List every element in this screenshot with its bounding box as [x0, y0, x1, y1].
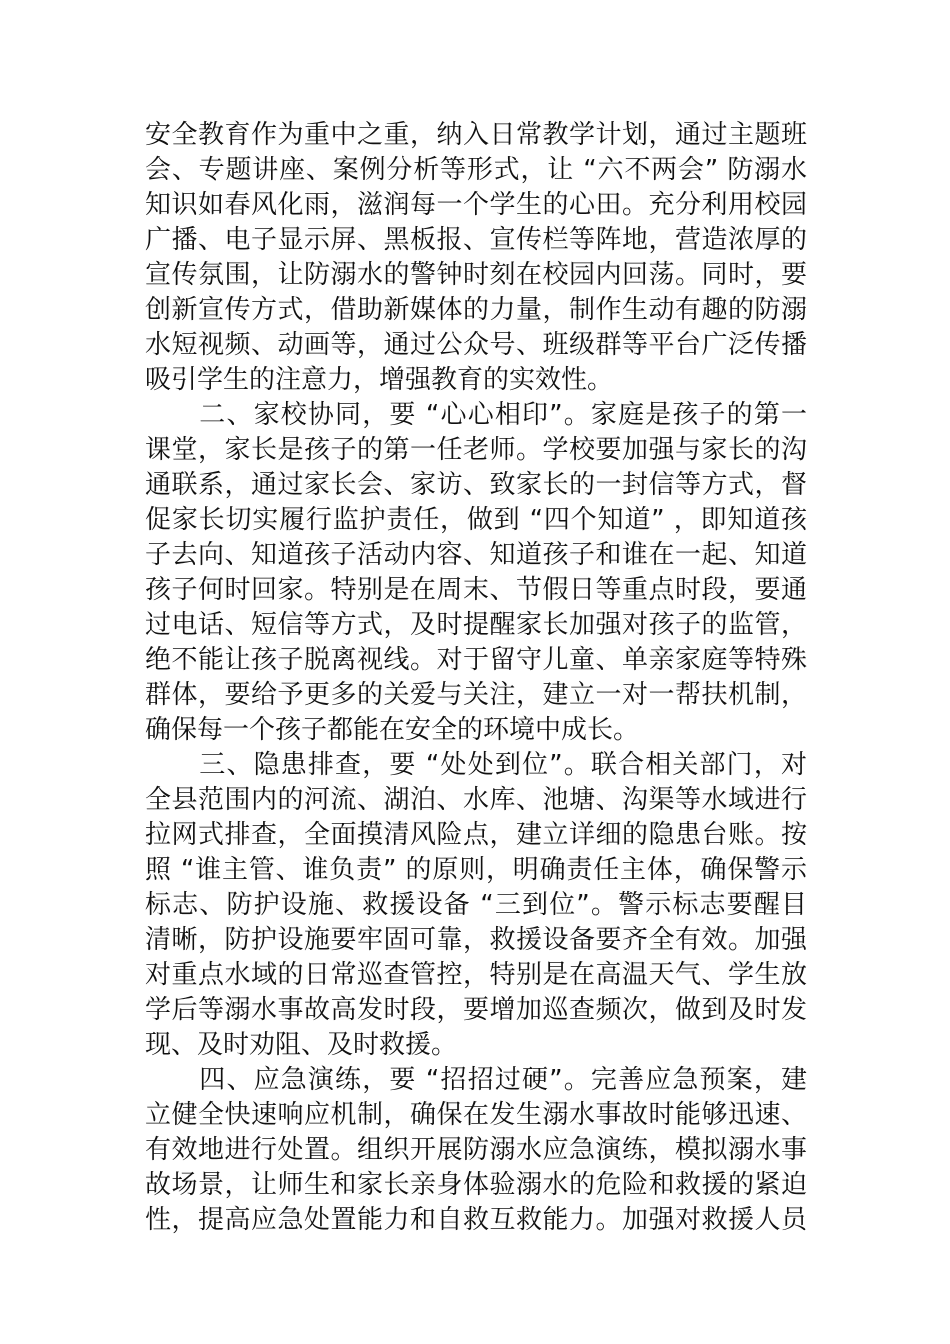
- text-line: 故场景，让师生和家长亲身体验溺水的危险和救援的紧迫: [145, 1170, 807, 1200]
- text-line: 对重点水域的日常巡查管控，特别是在高温天气、学生放: [145, 960, 807, 990]
- text-line: 会、专题讲座、案例分析等形式，让 “六不两会” 防溺水: [145, 155, 807, 185]
- text-line: 全县范围内的河流、湖泊、水库、池塘、沟渠等水域进行: [145, 785, 807, 815]
- text-line: 拉网式排查，全面摸清风险点，建立详细的隐患台账。按: [145, 820, 807, 850]
- section-heading-line: 四、应急演练，要 “招招过硬”。完善应急预案，建: [145, 1065, 807, 1095]
- text-line: 过电话、短信等方式，及时提醒家长加强对孩子的监管，: [145, 610, 807, 640]
- text-line: 性，提高应急处置能力和自救互救能力。加强对救援人员: [145, 1205, 807, 1235]
- paragraph-end-line: 确保每一个孩子都能在安全的环境中成长。: [145, 715, 640, 745]
- text-line: 促家长切实履行监护责任，做到 “四个知道” ，即知道孩: [145, 505, 807, 535]
- text-line: 绝不能让孩子脱离视线。对于留守儿童、单亲家庭等特殊: [145, 645, 807, 675]
- text-line: 照 “谁主管、谁负责” 的原则，明确责任主体，确保警示: [145, 855, 807, 885]
- text-line: 标志、防护设施、救援设备 “三到位”。警示标志要醒目: [145, 890, 807, 920]
- text-line: 立健全快速响应机制，确保在发生溺水事故时能够迅速、: [145, 1100, 807, 1130]
- paragraph-end-line: 现、及时劝阻、及时救援。: [145, 1030, 458, 1060]
- text-line: 子去向、知道孩子活动内容、知道孩子和谁在一起、知道: [145, 540, 807, 570]
- text-line: 安全教育作为重中之重，纳入日常教学计划，通过主题班: [145, 120, 807, 150]
- paragraph-end-line: 吸引学生的注意力，增强教育的实效性。: [145, 365, 614, 395]
- text-line: 通联系，通过家长会、家访、致家长的一封信等方式，督: [145, 470, 807, 500]
- text-line: 水短视频、动画等，通过公众号、班级群等平台广泛传播: [145, 330, 807, 360]
- text-line: 孩子何时回家。特别是在周末、节假日等重点时段，要通: [145, 575, 807, 605]
- section-heading-line: 二、家校协同，要 “心心相印”。家庭是孩子的第一: [145, 400, 807, 430]
- text-line: 清晰，防护设施要牢固可靠，救援设备要齐全有效。加强: [145, 925, 807, 955]
- text-line: 创新宣传方式，借助新媒体的力量，制作生动有趣的防溺: [145, 295, 807, 325]
- text-line: 广播、电子显示屏、黑板报、宣传栏等阵地，营造浓厚的: [145, 225, 807, 255]
- text-line: 学后等溺水事故高发时段，要增加巡查频次，做到及时发: [145, 995, 807, 1025]
- text-line: 有效地进行处置。组织开展防溺水应急演练，模拟溺水事: [145, 1135, 807, 1165]
- text-line: 宣传氛围，让防溺水的警钟时刻在校园内回荡。同时，要: [145, 260, 807, 290]
- text-line: 知识如春风化雨，滋润每一个学生的心田。充分利用校园: [145, 190, 807, 220]
- section-heading-line: 三、隐患排查，要 “处处到位”。联合相关部门，对: [145, 750, 807, 780]
- text-line: 群体，要给予更多的关爱与关注，建立一对一帮扶机制，: [145, 680, 807, 710]
- text-line: 课堂，家长是孩子的第一任老师。学校要加强与家长的沟: [145, 435, 807, 465]
